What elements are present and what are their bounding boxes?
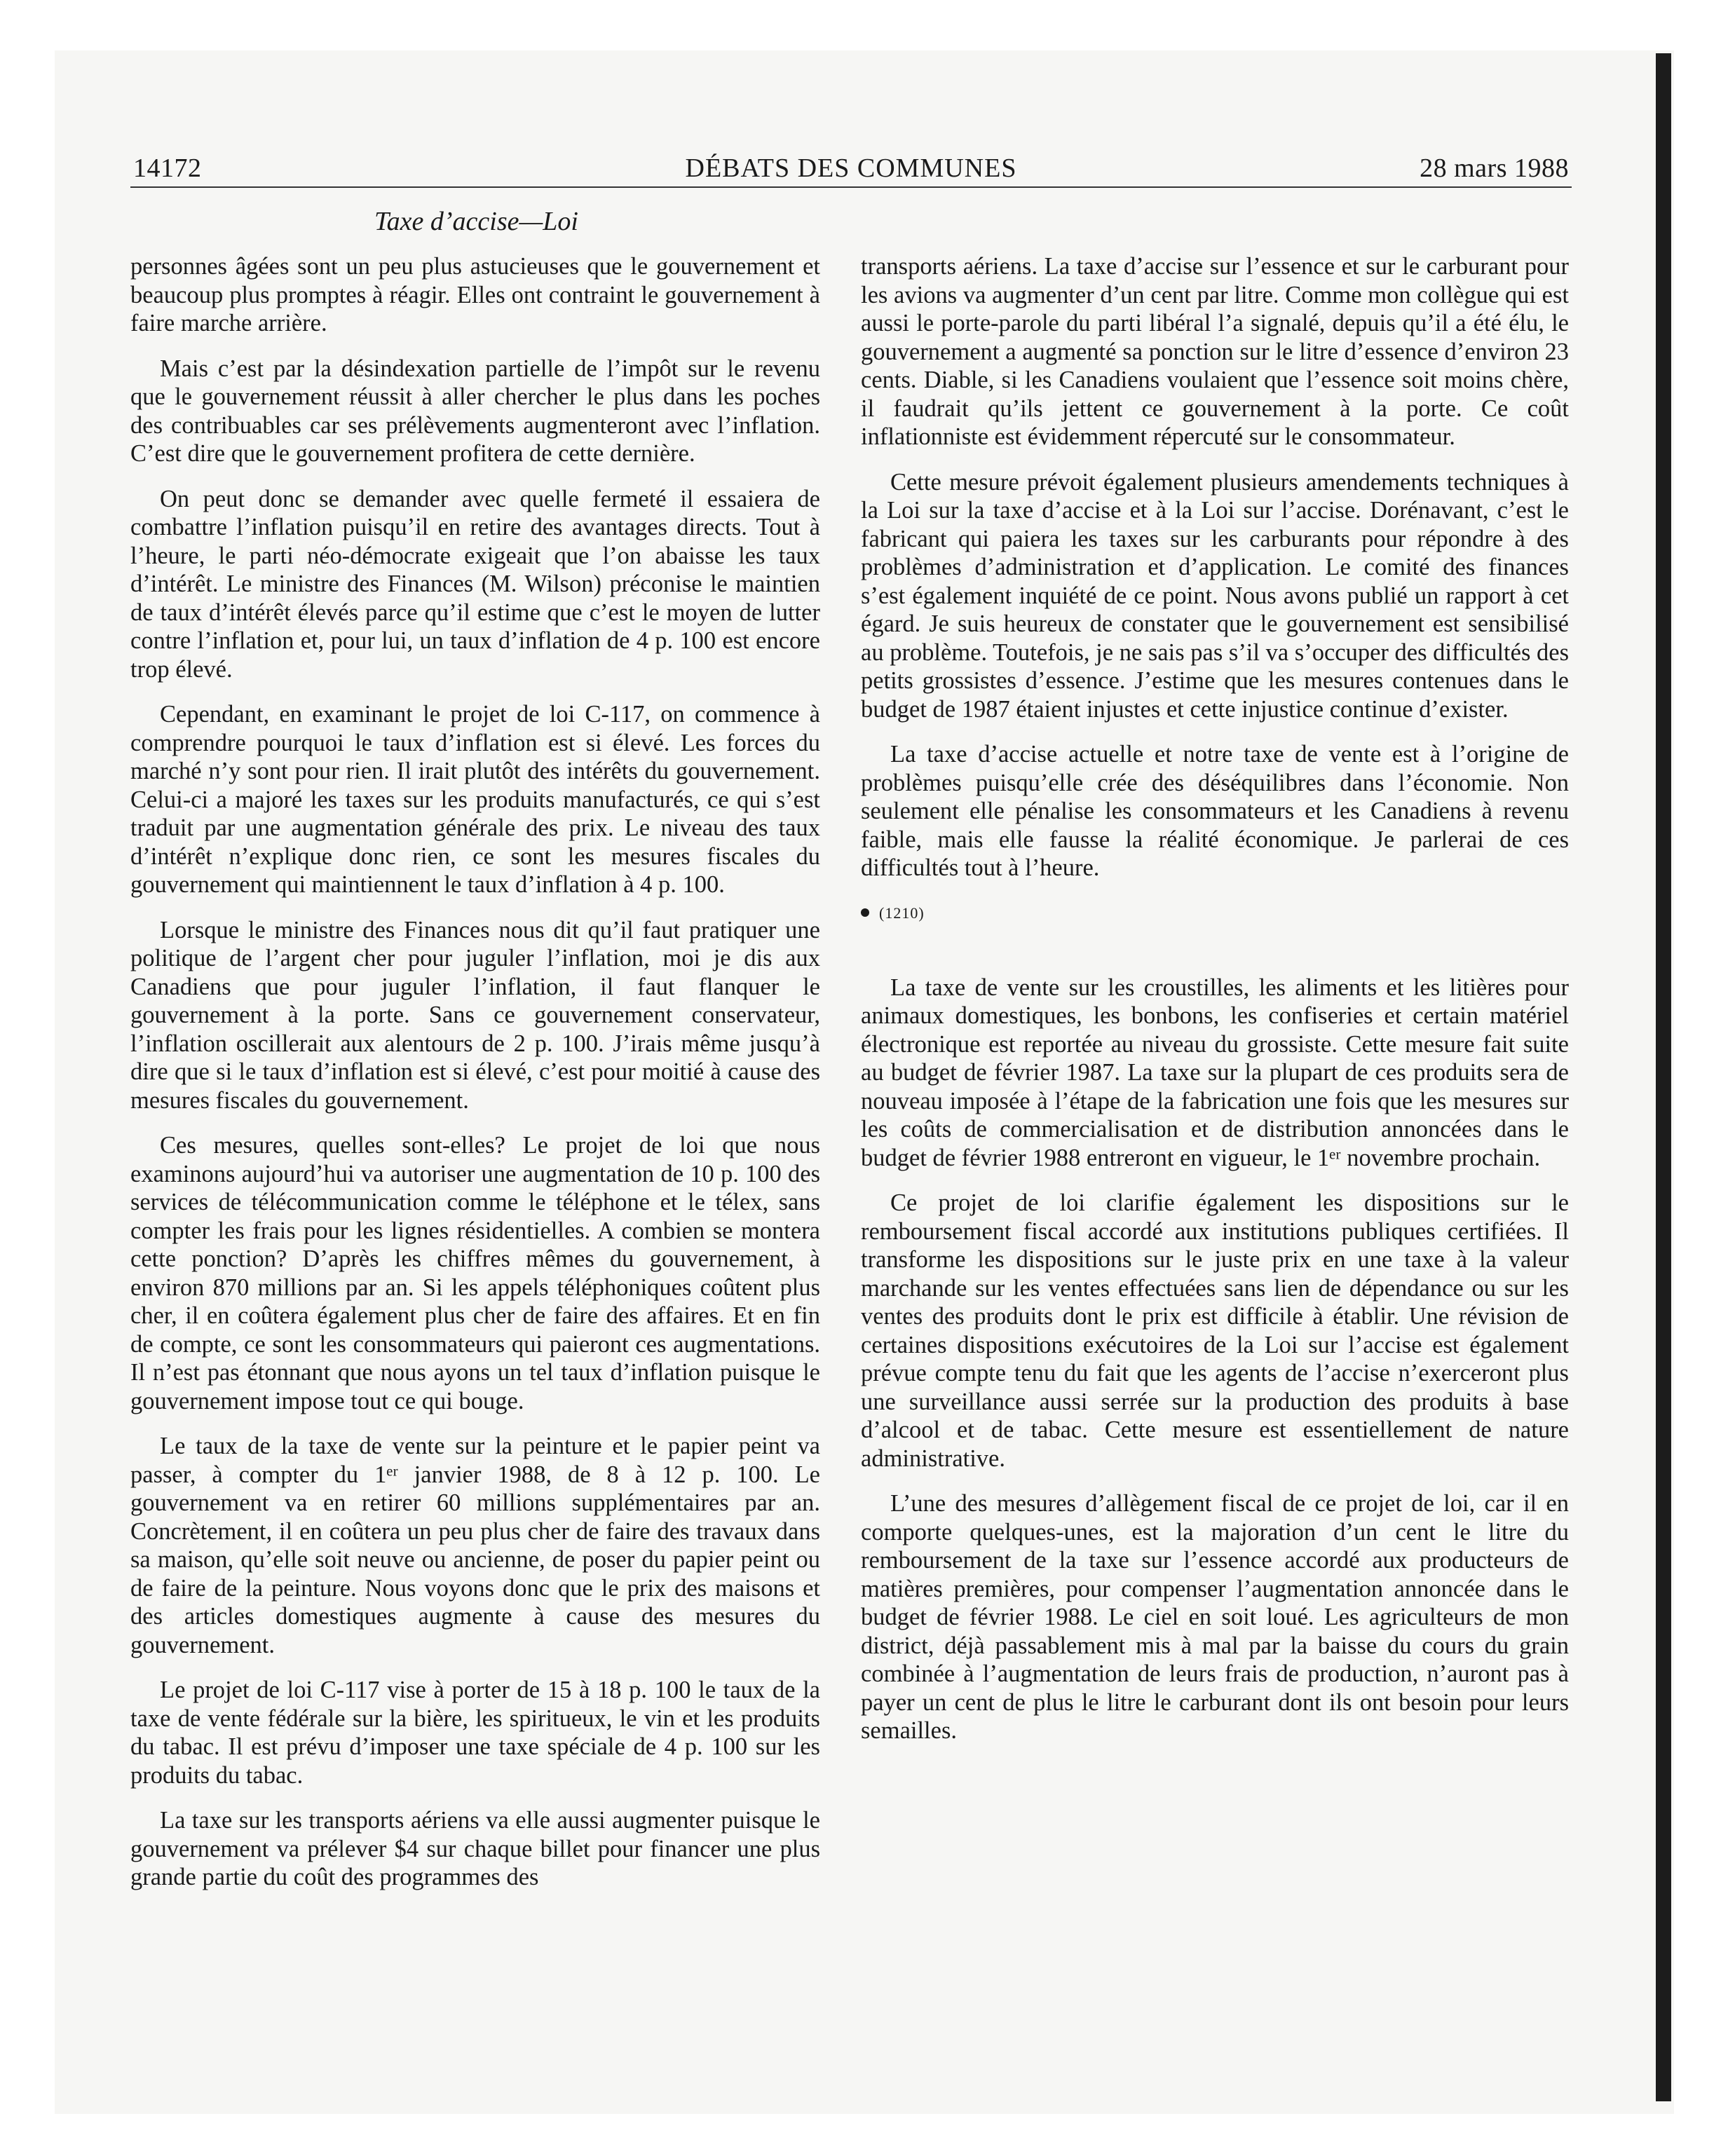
time-marker: [861, 899, 1569, 927]
paragraph: transports aériens. La taxe d’accise sur l’essence et sur le carburant pour les avions va augmenter d’un cent par litre. Comme mon collègue qui est aussi le porte-parole du parti libéral l’a signalé, depuis qu’il a été élu, le gouvernement a augmenté sa ponction sur le litre d’essence d’environ 23 cents. Diable, si les Canadiens voulaient que l’essence soit moins chère, il faudrait qu’ils jettent ce gouvernement à la porte. Ce coût inflationniste est évidemment répercuté sur le consommateur.: [861, 253, 1569, 450]
paragraph: Mais c’est par la désindexation partielle de l’impôt sur le revenu que le gouvernement réussit à aller chercher le plus dans les poches des contribuables car ses prélèvements augmenteront avec l’inflation. C’est dire que le gouvernement profitera de cette dernière.: [130, 355, 820, 467]
time-marker-label: (1210): [879, 903, 925, 922]
paragraph: Le projet de loi C-117 vise à porter de 15 à 18 p. 100 le taux de la taxe de vente fédérale sur la bière, les spiritueux, le vin et les produits du tabac. Il est prévu d’imposer une taxe spéciale de 4 p. 100 sur les produits du tabac.: [130, 1677, 820, 1789]
paragraph: Lorsque le ministre des Finances nous dit qu’il faut pratiquer une politique de l’argent cher pour juguler l’inflation, moi je dis aux Canadiens que pour juguler l’inflation, il faut flanquer le gouvernement à la porte. Sans ce gouvernement conservateur, l’inflation oscillerait aux alentours de 2 p. 100. J’irais même jusqu’à dire que si le taux d’inflation est si élevé, c’est pour moitié à cause des mesures fiscales du gouvernement.: [130, 916, 820, 1114]
page-number: 14172: [133, 153, 202, 183]
paragraph: Cependant, en examinant le projet de loi C-117, on commence à comprendre pourquoi le taux d’inflation est si élevé. Les forces du marché n’y sont pour rien. Il irait plutôt des intérêts du gouvernement. Celui-ci a majoré les taxes sur les produits manufacturés, ce qui s’est traduit par une augmentation générale des prix. Le niveau des taux d’intérêt n’explique donc rien, ce sont les mesures fiscales du gouvernement qui maintiennent le taux d’inflation à 4 p. 100.: [130, 701, 820, 898]
paragraph: Cette mesure prévoit également plusieurs amendements techniques à la Loi sur la taxe d’accise et à la Loi sur l’accise. Dorénavant, c’est le fabricant qui paiera les taxes sur les carburants pour répondre à des problèmes d’administration et d’application. Le comité des finances s’est également inquiété de ce point. Nous avons publié un rapport à cet égard. Je suis heureux de constater que le gouvernement est sensibilisé au problème. Toutefois, je ne sais pas s’il va s’occuper des difficultés des petits grossistes d’essence. J’estime que les mesures contenues dans le budget de 1987 étaient injustes et cette injustice continue d’exister.: [861, 468, 1569, 723]
paragraph: La taxe de vente sur les croustilles, les aliments et les litières pour animaux domestiques, les bonbons, les confiseries et certain matériel électronique est reportée au niveau du grossiste. Cette mesure fait suite au budget de février 1987. La taxe sur la plupart de ces produits sera de nouveau imposée à l’étape de la fabrication une fois que les mesures sur les coûts de commercialisation et de distribution annoncées dans le budget de février 1988 entreront en vigueur, le 1ᵉʳ novembre prochain.: [861, 974, 1569, 1171]
publication-title: DÉBATS DES COMMUNES: [685, 153, 1017, 183]
paragraph: Le taux de la taxe de vente sur la peinture et le papier peint va passer, à compter du 1ᵉʳ janvier 1988, de 8 à 12 p. 100. Le gouvernement va en retirer 60 millions supplémentaires par an. Concrètement, il en coûtera un peu plus cher de faire des travaux dans sa maison, qu’elle soit neuve ou ancienne, de poser du papier peint ou de faire de la peinture. Nous voyons donc que le prix des maisons et des articles domestiques augmente à cause des mesures du gouvernement.: [130, 1433, 820, 1658]
paragraph: Ces mesures, quelles sont-elles? Le projet de loi que nous examinons aujourd’hui va autoriser une augmentation de 10 p. 100 des services de télécommunication comme le téléphone et le télex, sans compter les frais pour les lignes résidentielles. A combien se montera cette ponction? D’après les chiffres mêmes du gouvernement, à environ 870 millions par an. Si les appels téléphoniques coûtent plus cher, il en coûtera également plus cher de faire des affaires. Et en fin de compte, ce sont les consommateurs qui paieront ces augmentations. Il n’est pas étonnant que nous ayons un tel taux d’inflation puisque le gouvernement impose tout ce qui bouge.: [130, 1132, 820, 1414]
paragraph: Ce projet de loi clarifie également les dispositions sur le remboursement fiscal accordé aux institutions publiques certifiées. Il transforme les dispositions sur le juste prix en une taxe à la valeur marchande sur les ventes effectuées sans lien de dépendance ou sur les ventes des produits dont le prix est difficile à établir. Une révision de certaines dispositions exécutoires de la Loi sur l’accise est également prévue compte tenu du fait que les agents de l’accise n’exerceront plus une surveillance aussi serrée sur la production des produits à base d’alcool et de tabac. Cette mesure est essentiellement de nature administrative.: [861, 1189, 1569, 1472]
left-column: [130, 252, 820, 1909]
scan-edge-shadow: [1656, 53, 1671, 2101]
right-column: [861, 252, 1569, 1762]
paragraph: La taxe d’accise actuelle et notre taxe de vente est à l’origine de problèmes puisqu’elle crée des déséquilibres dans l’économie. Non seulement elle pénalise les consommateurs et les Canadiens à revenu faible, mais elle fausse la réalité économique. Je parlerai de ces difficultés tout à l’heure.: [861, 741, 1569, 881]
section-title: Taxe d’accise—Loi: [374, 207, 578, 236]
paragraph: L’une des mesures d’allègement fiscal de ce projet de loi, car il en comporte quelques-unes, est la majoration d’un cent le litre du remboursement de la taxe sur l’essence accordé aux producteurs de matières premières, pour compenser l’augmentation annoncée dans le budget de février 1988. Le ciel en soit loué. Les agriculteurs de mon district, déjà passablement mis à mal par la baisse du cours du grain combinée à l’augmentation de leurs frais de production, n’auront pas à payer un cent de plus le litre le carburant dont ils ont besoin pour leurs semailles.: [861, 1490, 1569, 1744]
header-rule: [130, 186, 1572, 188]
paragraph: On peut donc se demander avec quelle fermeté il essaiera de combattre l’inflation puisqu’il en retire des avantages directs. Tout à l’heure, le parti néo-démocrate exigeait que l’on abaisse les taux d’intérêt. Le ministre des Finances (M. Wilson) préconise le maintien de taux d’intérêt élevés parce qu’il estime que c’est le moyen de lutter contre l’inflation et, pour lui, un taux d’inflation de 4 p. 100 est encore trop élevé.: [130, 485, 820, 683]
running-header: [133, 153, 1569, 189]
sitting-date: 28 mars 1988: [1420, 153, 1569, 183]
bullet-icon: [861, 908, 869, 917]
paragraph: La taxe sur les transports aériens va elle aussi augmenter puisque le gouvernement va prélever $4 sur chaque billet pour financer une plus grande partie du coût des programmes des: [130, 1807, 820, 1890]
paragraph: personnes âgées sont un peu plus astucieuses que le gouvernement et beaucoup plus promptes à réagir. Elles ont contraint le gouvernement à faire marche arrière.: [130, 253, 820, 336]
